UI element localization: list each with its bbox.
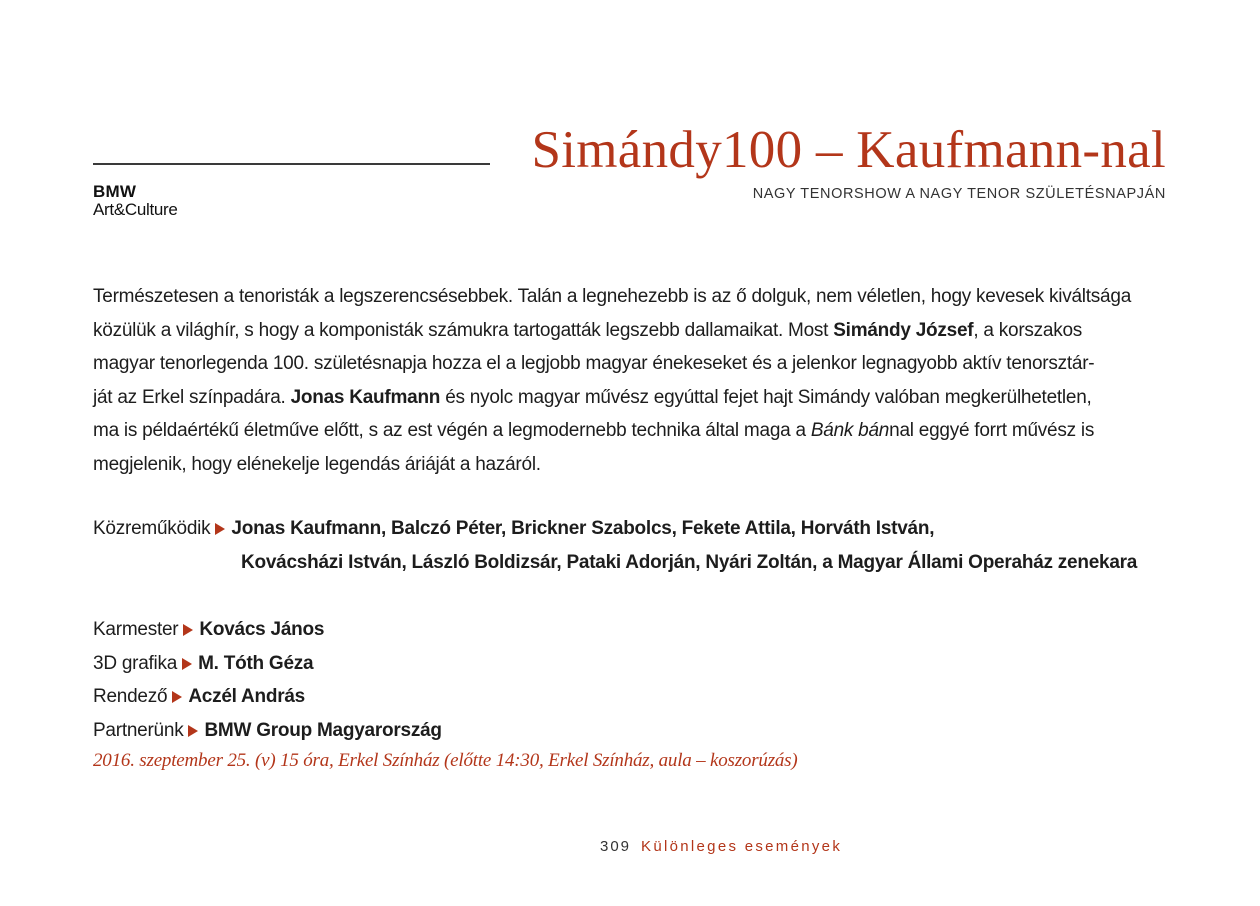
intro-line-2 <box>93 314 1168 348</box>
page-subtitle: NAGY TENORSHOW A NAGY TENOR SZÜLETÉSNAPJÁN <box>752 186 1166 202</box>
text-run: közülük a világhír, s hogy a komponisták számukra tartogatták legszebb dallamaikat. Most <box>93 319 834 341</box>
credit-label: 3D grafika <box>93 652 178 674</box>
page-footer <box>600 838 842 855</box>
text-run: ját az Erkel színpadára. <box>93 386 291 408</box>
text-run: ma is példaértékű életműve előtt, s az est végén a legmodernebb technika által maga a <box>93 420 811 441</box>
brand-line-artculture: Art&Culture <box>93 200 178 219</box>
page-title: Simándy100 – Kaufmann-nal <box>531 121 1166 179</box>
performers-list-1: Jonas Kaufmann, Balczó Péter, Brickner Szabolcs, Fekete Attila, Horváth István, <box>231 518 935 539</box>
credit-value: M. Tóth Géza <box>198 652 314 674</box>
italic-title: Bánk bán <box>810 420 890 441</box>
intro-line-6: megjelenik, hogy elénekelje legendás áriáját a hazáról. <box>93 453 541 475</box>
brand-logo <box>93 183 178 219</box>
credit-row-partner <box>93 714 442 748</box>
arrow-right-icon <box>182 658 192 670</box>
credit-row-director <box>93 680 442 714</box>
credit-label: Rendező <box>93 686 168 707</box>
performers-label: Közreműködik <box>93 518 211 539</box>
text-run: , a korszakos <box>973 319 1083 341</box>
credit-row-conductor <box>93 613 442 647</box>
intro-line-1: Természetesen a tenoristák a legszerencsésebbek. Talán a legnehezebb is az ő dolguk, nem véletlen, hogy kevesek kiváltsága <box>93 286 1132 307</box>
brand-line-bmw: BMW <box>93 182 137 201</box>
header-rule <box>93 163 490 165</box>
arrow-right-icon <box>183 624 193 636</box>
credit-row-3d <box>93 647 442 681</box>
performers-row <box>93 512 934 546</box>
intro-line-5 <box>93 414 1168 448</box>
event-date: 2016. szeptember 25. (v) 15 óra, Erkel Színház (előtte 14:30, Erkel Színház, aula – koszorúzás) <box>93 750 798 771</box>
intro-line-3: magyar tenorlegenda 100. születésnapja hozza el a legjobb magyar énekeseket és a jelenkor legnagyobb aktív tenorsztár- <box>93 353 1095 374</box>
arrow-right-icon <box>188 725 198 737</box>
intro-paragraph <box>93 280 1168 481</box>
intro-line-4 <box>93 381 1168 415</box>
highlight-name: Simándy József <box>833 319 974 341</box>
credit-value: BMW Group Magyarország <box>204 719 442 741</box>
credit-label: Karmester <box>93 619 179 640</box>
arrow-right-icon <box>215 523 225 535</box>
credit-value: Aczél András <box>188 686 305 707</box>
credit-label: Partnerünk <box>93 719 184 741</box>
arrow-right-icon <box>172 691 182 703</box>
crew-list <box>93 613 442 747</box>
text-run: nal eggyé forrt művész is <box>889 420 1095 441</box>
performers-list-2: Kovácsházi István, László Boldizsár, Pataki Adorján, Nyári Zoltán, a Magyar Állami Operaház zenekara <box>241 552 1138 573</box>
performers-row-continued <box>241 546 1137 580</box>
highlight-name: Jonas Kaufmann <box>290 386 441 408</box>
page-number: 309 <box>600 838 632 855</box>
text-run: és nyolc magyar művész egyúttal fejet hajt Simándy valóban megkerülhetetlen, <box>440 386 1092 408</box>
credit-value: Kovács János <box>199 619 325 640</box>
section-name: Különleges események <box>641 838 843 855</box>
